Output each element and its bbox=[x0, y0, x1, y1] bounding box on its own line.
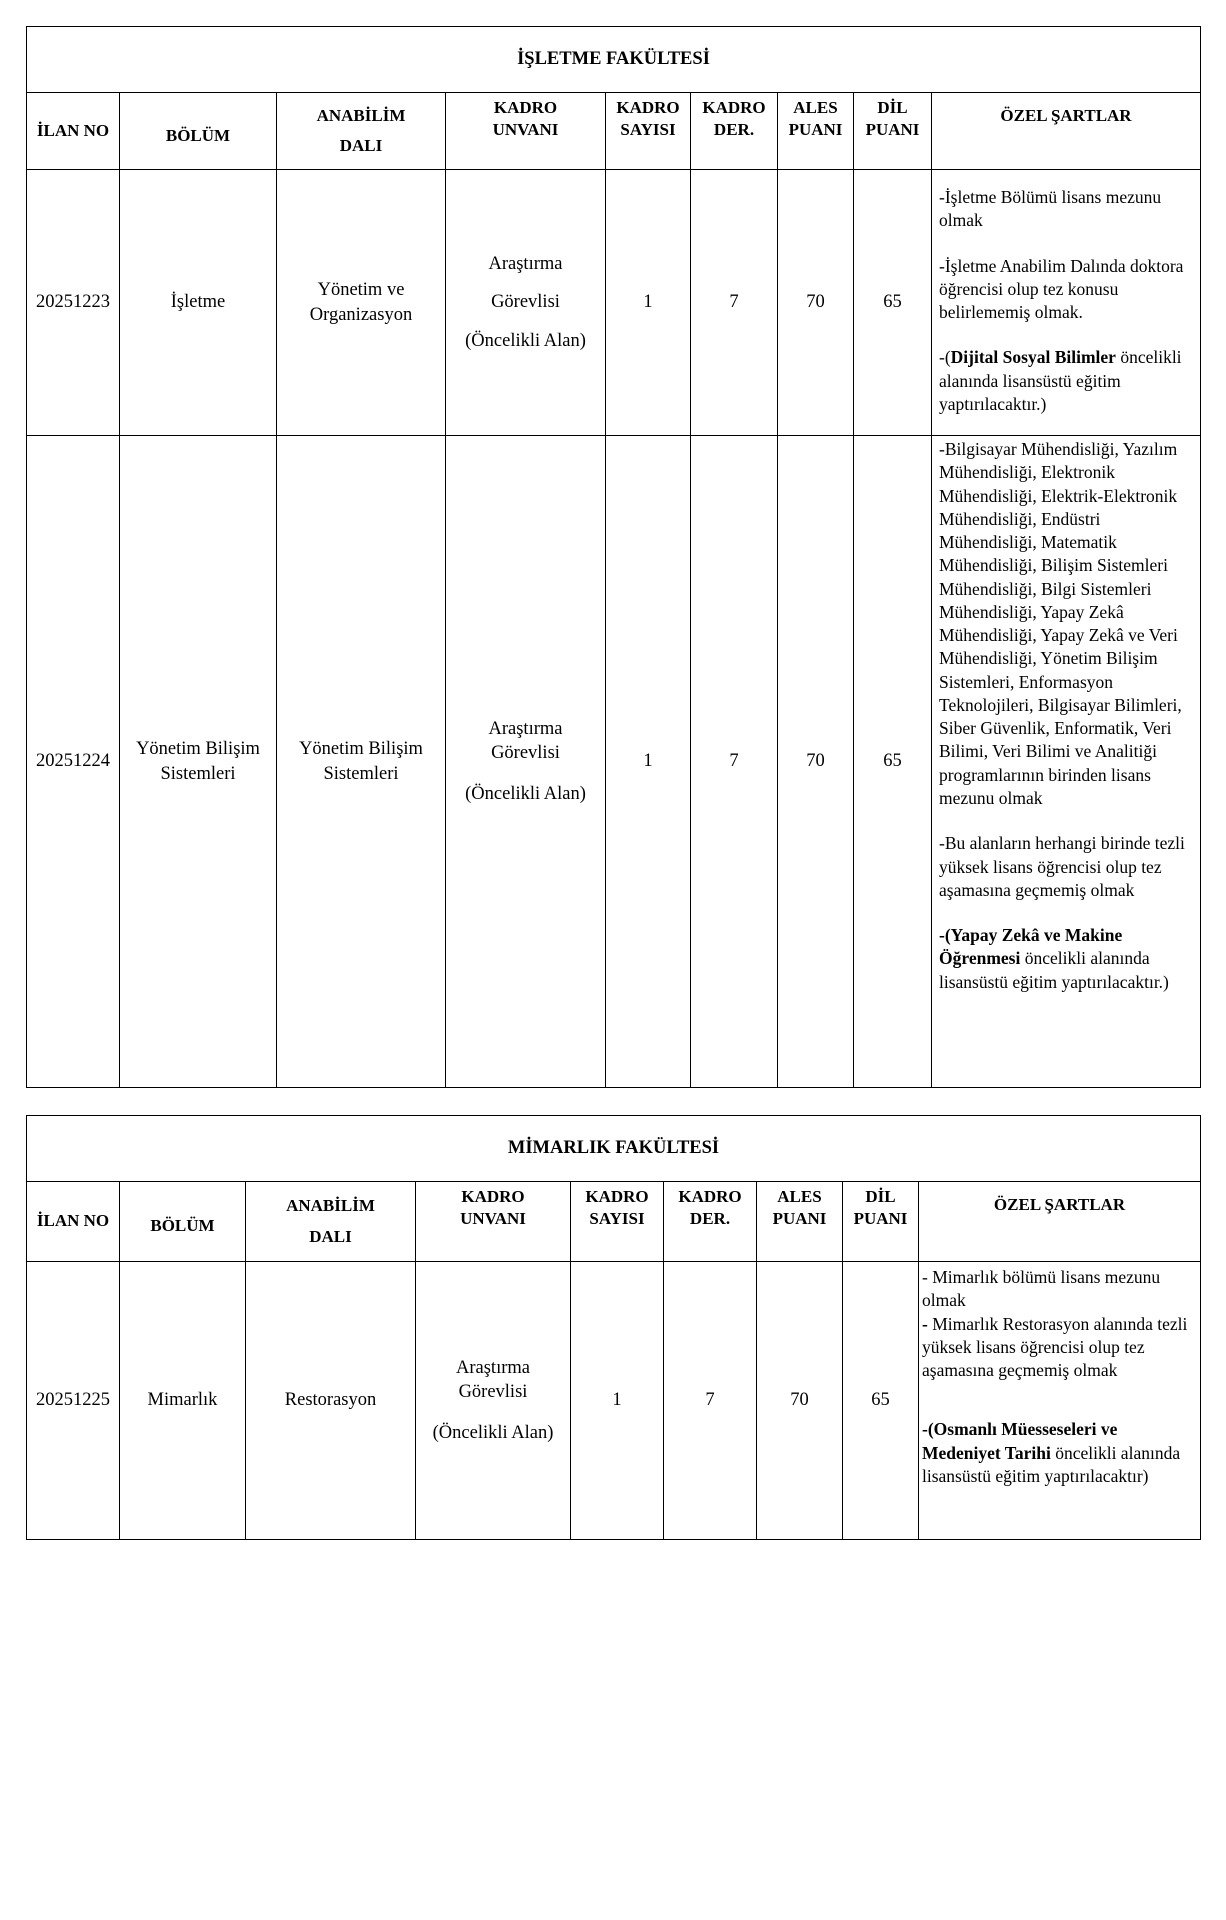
kadro-derece-cell: 7 bbox=[664, 1262, 757, 1540]
anabilim-cell: Restorasyon bbox=[246, 1262, 416, 1540]
condition-text: -Bu alanların herhangi birinde tezli yüksek lisans öğrencisi olup tez aşamasına geçmemiş olmak bbox=[939, 833, 1185, 900]
header-ilan-no: İLAN NO bbox=[27, 93, 120, 170]
priority-area-text: -(Osmanlı Müesseseleri ve Medeniyet Tarihi öncelikli alanında lisansüstü eğitim yaptırılacaktır) bbox=[922, 1419, 1181, 1486]
ilan-no-cell: 20251223 bbox=[27, 170, 120, 436]
header-ozel-sartlar: ÖZEL ŞARTLAR bbox=[932, 93, 1201, 170]
bolum-cell: Mimarlık bbox=[120, 1262, 246, 1540]
header-ilan-no: İLAN NO bbox=[27, 1182, 120, 1262]
mimarlik-table bbox=[26, 1115, 1201, 1540]
header-kadro-unvani: KADRO UNVANI bbox=[416, 1182, 571, 1262]
table-row bbox=[27, 436, 1201, 1088]
ozel-sartlar-cell bbox=[919, 1262, 1201, 1540]
dil-puani-cell: 65 bbox=[854, 170, 932, 436]
table-row bbox=[27, 1262, 1201, 1540]
header-kadro-sayisi: KADRO SAYISI bbox=[606, 93, 691, 170]
condition-text: -İşletme Bölümü lisans mezunu olmak bbox=[939, 187, 1162, 231]
condition-text: - Mimarlık bölümü lisans mezunu olmak bbox=[922, 1267, 1161, 1311]
header-kadro-der: KADRO DER. bbox=[691, 93, 778, 170]
faculty-title: MİMARLIK FAKÜLTESİ bbox=[27, 1116, 1201, 1182]
header-kadro-der: KADRO DER. bbox=[664, 1182, 757, 1262]
header-row bbox=[27, 93, 1201, 170]
ozel-sartlar-cell bbox=[932, 436, 1201, 1088]
header-ales-puani: ALES PUANI bbox=[778, 93, 854, 170]
ales-puani-cell: 70 bbox=[757, 1262, 843, 1540]
header-row bbox=[27, 1182, 1201, 1262]
bolum-cell: Yönetim Bilişim Sistemleri bbox=[120, 436, 277, 1088]
dil-puani-cell: 65 bbox=[843, 1262, 919, 1540]
kadro-unvani-cell: Araştırma Görevlisi (Öncelikli Alan) bbox=[446, 170, 606, 436]
kadro-sayisi-cell: 1 bbox=[571, 1262, 664, 1540]
table-row bbox=[27, 170, 1201, 436]
kadro-unvani-cell: Araştırma Görevlisi (Öncelikli Alan) bbox=[446, 436, 606, 1088]
header-kadro-unvani: KADRO UNVANI bbox=[446, 93, 606, 170]
header-bolum: BÖLÜM bbox=[120, 1182, 246, 1262]
ilan-no-cell: 20251224 bbox=[27, 436, 120, 1088]
kadro-unvani-cell: Araştırma Görevlisi (Öncelikli Alan) bbox=[416, 1262, 571, 1540]
header-anabilim-dali: ANABİLİM DALI bbox=[246, 1182, 416, 1262]
anabilim-cell: Yönetim Bilişim Sistemleri bbox=[277, 436, 446, 1088]
kadro-derece-cell: 7 bbox=[691, 170, 778, 436]
header-ales-puani: ALES PUANI bbox=[757, 1182, 843, 1262]
header-kadro-sayisi: KADRO SAYISI bbox=[571, 1182, 664, 1262]
condition-text: - Mimarlık Restorasyon alanında tezli yüksek lisans öğrencisi olup tez aşamasına geçmemiş olmak bbox=[922, 1313, 1188, 1381]
anabilim-cell: Yönetim ve Organizasyon bbox=[277, 170, 446, 436]
kadro-sayisi-cell: 1 bbox=[606, 170, 691, 436]
priority-area-text: -(Yapay Zekâ ve Makine Öğrenmesi öncelikli alanında lisansüstü eğitim yaptırılacaktır.) bbox=[939, 925, 1169, 992]
condition-text: -Bilgisayar Mühendisliği, Yazılım Mühendisliği, Elektronik Mühendisliği, Elektrik-Elektronik Mühendisliği, Endüstri Mühendisliği, Matematik Mühendisliği, Bilişim Sistemleri Mühendisliği, Bilgi Sistemleri Mühendisliği, Yapay Zekâ Mühendisliği, Yapay Zekâ ve Veri Mühendisliği, Yönetim Bilişim Sistemleri, Enformasyon Teknolojileri, Bilgisayar Bilimleri, Siber Güvenlik, Enformatik, Veri Bilimi, Veri Bilimi ve Analitiği programlarının birinden lisans mezunu olmak bbox=[939, 439, 1182, 808]
header-dil-puani: DİL PUANI bbox=[843, 1182, 919, 1262]
header-bolum: BÖLÜM bbox=[120, 93, 277, 170]
ales-puani-cell: 70 bbox=[778, 170, 854, 436]
ilan-no-cell: 20251225 bbox=[27, 1262, 120, 1540]
kadro-derece-cell: 7 bbox=[691, 436, 778, 1088]
kadro-sayisi-cell: 1 bbox=[606, 436, 691, 1088]
dil-puani-cell: 65 bbox=[854, 436, 932, 1088]
header-anabilim-dali: ANABİLİM DALI bbox=[277, 93, 446, 170]
bolum-cell: İşletme bbox=[120, 170, 277, 436]
condition-text: -İşletme Anabilim Dalında doktora öğrencisi olup tez konusu belirlememiş olmak. bbox=[939, 255, 1184, 323]
priority-area-text: -(Dijital Sosyal Bilimler öncelikli alanında lisansüstü eğitim yaptırılacaktır.) bbox=[939, 347, 1182, 414]
isletme-table bbox=[26, 26, 1201, 1088]
faculty-title: İŞLETME FAKÜLTESİ bbox=[27, 27, 1201, 93]
header-ozel-sartlar: ÖZEL ŞARTLAR bbox=[919, 1182, 1201, 1262]
ales-puani-cell: 70 bbox=[778, 436, 854, 1088]
header-dil-puani: DİL PUANI bbox=[854, 93, 932, 170]
ozel-sartlar-cell bbox=[932, 170, 1201, 436]
